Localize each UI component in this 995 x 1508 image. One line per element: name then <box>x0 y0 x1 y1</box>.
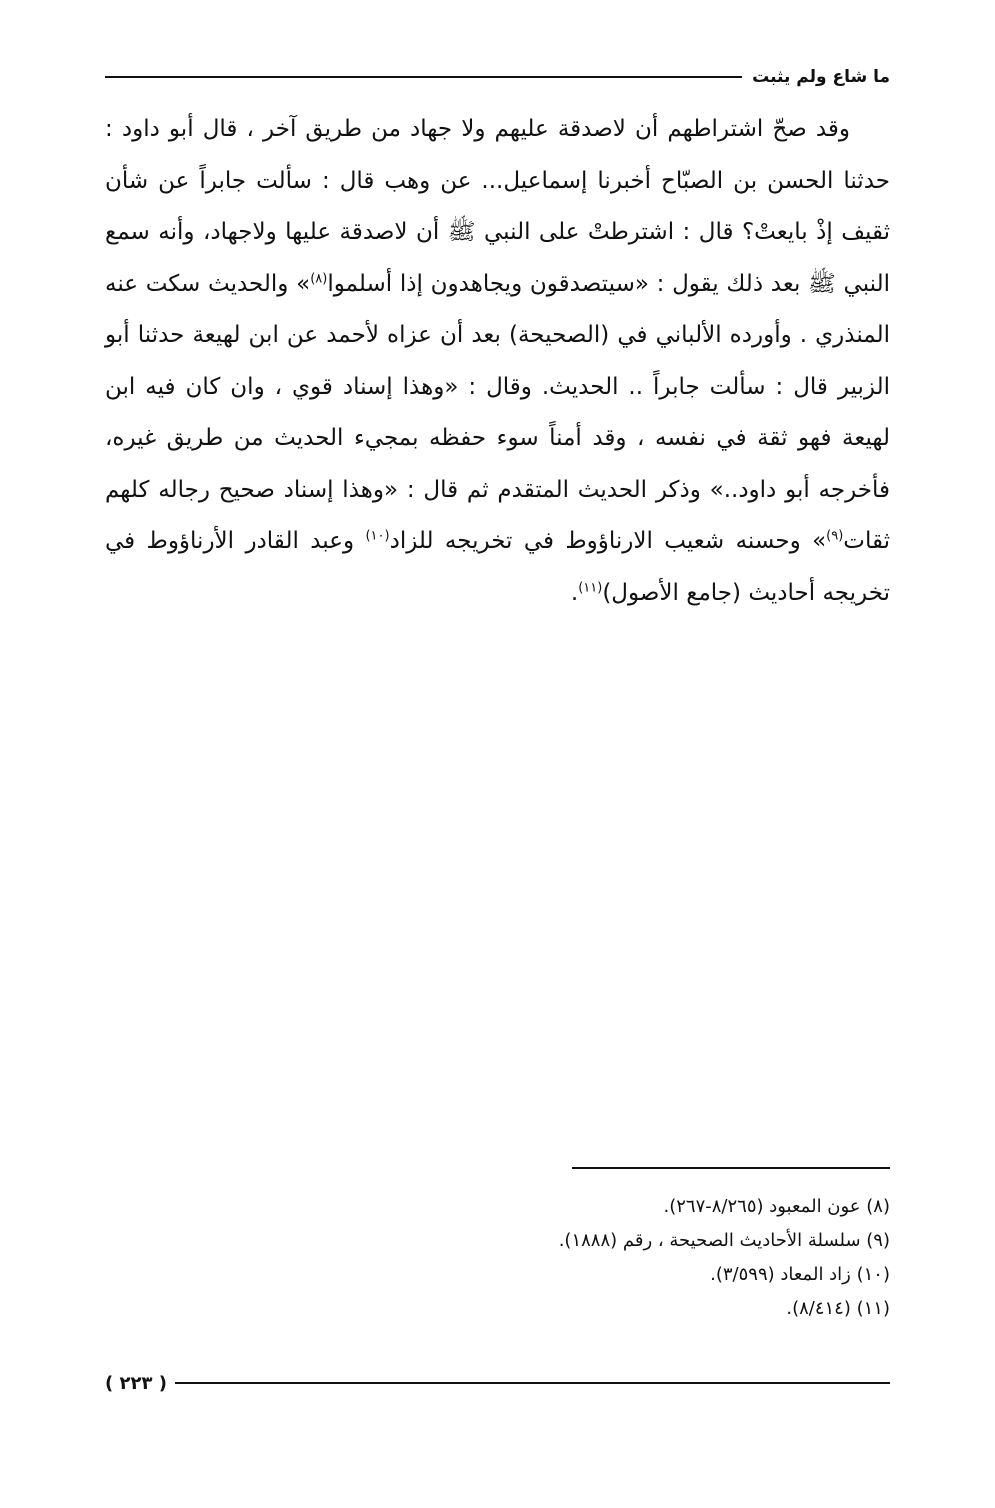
footnote-separator <box>572 1167 890 1169</box>
running-header-title: ما شاع ولم يثبت <box>752 67 890 87</box>
footnote-8: (٨) عون المعبود (٨/٢٦٥-٢٦٧). <box>663 1196 890 1217</box>
text-segment: وقد صحّ اشتراطهم أن لاصدقة عليهم ولا جهاد من طريق آخر ، قال أبو داود : حدثنا الحسن بن الصبّاح أخبرنا إسماعيل... عن وهب قال : سألت جابراً عن شأن ثقيف إذْ بايعتْ؟ قال : اشترطتْ على النبي ﷺ أن لاصدقة عليها ولاجهاد، وأنه سمع النبي ﷺ بعد ذلك يقول : «سيتصدقون ويجاهدون إذا أسلموا <box>105 116 891 297</box>
footnote-10: (١٠) زاد المعاد (٣/٥٩٩). <box>710 1264 890 1285</box>
text-segment: » والحديث سكت عنه المنذري . وأورده الألباني في (الصحيحة) بعد أن عزاه لأحمد عن ابن لهيعة حدثنا أبو الزبير قال : سألت جابراً .. الحديث. وقال : «وهذا إسناد قوي ، وان كان فيه ابن لهيعة فهو ثقة في نفسه ، وقد أمناً سوء حفظه بمجيء الحديث من طريق غيره، فأخرجه أبو داود..» وذكر الحديث المتقدم ثم قال : «وهذا إسناد صحيح رجاله كلهم ثقات <box>105 270 890 554</box>
text-segment: وعبد القادر الأرناؤوط في تخريجه أحاديث (جامع الأصول) <box>105 528 890 606</box>
footnote-reference-10: (١٠) <box>365 528 390 544</box>
footnote-11: (١١) (٨/٤١٤). <box>786 1298 890 1319</box>
footnote-reference-8: (٨) <box>310 270 328 286</box>
footnote-reference-9: (٩) <box>826 528 844 544</box>
footnotes <box>105 1190 890 1326</box>
page-number: ( ٢٢٣ ) <box>105 1372 167 1394</box>
text-segment: . <box>570 579 579 606</box>
footnote-reference-11: (١١) <box>578 579 603 595</box>
page-footer <box>105 1368 890 1398</box>
main-text <box>105 104 890 619</box>
paragraph <box>105 104 890 619</box>
footnote-9: (٩) سلسلة الأحاديث الصحيحة ، رقم (١٨٨٨). <box>558 1230 890 1251</box>
footer-rule <box>175 1382 890 1384</box>
running-header <box>105 62 890 92</box>
text-segment: » وحسنه شعيب الارناؤوط في تخريجه للزاد <box>389 528 827 554</box>
header-rule <box>105 76 742 78</box>
